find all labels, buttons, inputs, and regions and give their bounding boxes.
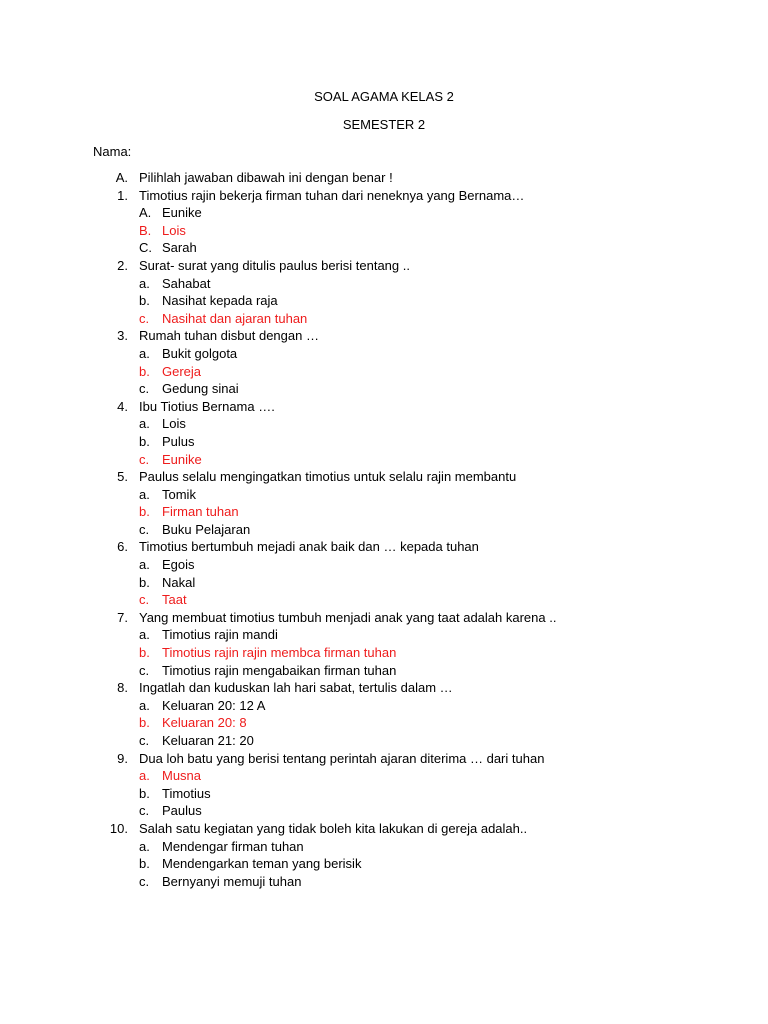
answer-option	[0, 802, 768, 820]
answer-option	[0, 697, 768, 715]
option-text: Eunike	[162, 451, 202, 467]
answer-option	[0, 345, 768, 363]
option-marker: c.	[139, 381, 150, 397]
option-marker: b.	[139, 574, 150, 590]
option-marker: c.	[139, 521, 150, 537]
question-10	[0, 820, 768, 838]
answer-option	[0, 732, 768, 750]
option-marker: c.	[139, 733, 150, 748]
option-marker: c.	[139, 451, 150, 467]
option-text: Nasihat dan ajaran tuhan	[162, 310, 308, 326]
section-instruction: Pilihlah jawaban dibawah ini dengan benar !	[139, 170, 393, 185]
option-marker: b.	[139, 433, 150, 449]
option-marker: a.	[139, 838, 150, 854]
option-text: Bukit golgota	[162, 345, 238, 361]
option-text: Timotius rajin rajin membca firman tuhan	[162, 645, 397, 661]
answer-option	[0, 521, 768, 539]
option-marker: C.	[139, 240, 152, 256]
option-text: Bernyanyi memuji tuhan	[162, 873, 302, 889]
option-text: Gedung sinai	[162, 381, 239, 397]
question-text: Surat- surat yang ditulis paulus berisi tentang ..	[139, 257, 410, 273]
option-marker: b.	[139, 293, 150, 309]
question-8	[0, 679, 768, 697]
answer-option-correct	[0, 451, 768, 469]
semester-heading: SEMESTER 2	[342, 117, 426, 132]
section-marker: A.	[115, 170, 128, 185]
option-marker: c.	[139, 310, 150, 326]
answer-option-correct	[0, 310, 768, 328]
question-text: Paulus selalu mengingatkan timotius untuk selalu rajin membantu	[139, 469, 517, 485]
option-text: Taat	[162, 592, 187, 608]
question-text: Timotius rajin bekerja firman tuhan dari neneknya yang Bernama…	[139, 187, 525, 203]
question-3	[0, 327, 768, 345]
answer-option	[0, 626, 768, 644]
option-marker: c.	[139, 662, 150, 678]
option-marker: b.	[139, 856, 150, 872]
option-marker: a.	[139, 275, 150, 291]
answer-option	[0, 292, 768, 310]
option-text: Pulus	[162, 433, 195, 449]
answer-option	[0, 785, 768, 803]
answer-option	[0, 662, 768, 680]
option-text: Lois	[162, 222, 186, 238]
question-number: 2.	[117, 257, 128, 273]
question-list	[0, 169, 768, 890]
question-7	[0, 609, 768, 627]
answer-option	[0, 574, 768, 592]
answer-option-correct	[0, 363, 768, 381]
option-text: Tomik	[162, 486, 196, 502]
question-number: 6.	[117, 539, 128, 555]
question-text: Ingatlah dan kuduskan lah hari sabat, tertulis dalam …	[139, 680, 453, 696]
option-text: Keluaran 21: 20	[162, 733, 254, 748]
option-marker: a.	[139, 697, 150, 713]
question-number: 9.	[117, 750, 128, 766]
option-marker: A.	[139, 205, 152, 221]
option-text: Mendengarkan teman yang berisik	[162, 856, 362, 872]
answer-option-correct	[0, 503, 768, 521]
option-marker: b.	[139, 715, 150, 731]
answer-option	[0, 855, 768, 873]
option-marker: a.	[139, 627, 150, 643]
option-marker: B.	[139, 222, 152, 238]
answer-option	[0, 204, 768, 222]
option-text: Firman tuhan	[162, 504, 239, 520]
option-text: Eunike	[162, 205, 202, 221]
answer-option	[0, 838, 768, 856]
option-text: Timotius rajin mengabaikan firman tuhan	[162, 662, 397, 678]
option-marker: c.	[139, 873, 150, 889]
option-text: Timotius	[162, 785, 211, 801]
option-text: Lois	[162, 416, 186, 432]
option-marker: a.	[139, 416, 150, 432]
answer-option	[0, 486, 768, 504]
document-title: SOAL AGAMA KELAS 2	[314, 89, 454, 104]
question-number: 7.	[117, 609, 128, 625]
option-text: Egois	[162, 557, 195, 573]
option-marker: a.	[139, 557, 150, 573]
option-text: Nasihat kepada raja	[162, 293, 278, 309]
question-text: Salah satu kegiatan yang tidak boleh kita lakukan di gereja adalah..	[139, 820, 528, 836]
option-text: Gereja	[162, 363, 202, 379]
option-marker: a.	[139, 345, 150, 361]
answer-option-correct	[0, 644, 768, 662]
option-marker: b.	[139, 363, 150, 379]
question-1	[0, 187, 768, 205]
option-text: Musna	[162, 768, 202, 784]
answer-option	[0, 380, 768, 398]
section-heading	[0, 169, 768, 187]
answer-option	[0, 433, 768, 451]
option-marker: b.	[139, 645, 150, 661]
question-6	[0, 538, 768, 556]
question-text: Rumah tuhan disbut dengan …	[139, 328, 319, 344]
question-9	[0, 750, 768, 768]
option-text: Keluaran 20: 12 A	[162, 697, 266, 713]
answer-option-correct	[0, 591, 768, 609]
option-marker: b.	[139, 785, 150, 801]
option-marker: a.	[139, 486, 150, 502]
option-text: Sahabat	[162, 275, 211, 291]
answer-option	[0, 275, 768, 293]
option-text: Buku Pelajaran	[162, 521, 251, 537]
question-text: Timotius bertumbuh mejadi anak baik dan … kepada tuhan	[139, 539, 479, 555]
question-number: 3.	[117, 328, 128, 344]
question-text: Ibu Tiotius Bernama ….	[139, 398, 275, 414]
answer-option-correct	[0, 714, 768, 732]
option-text: Paulus	[162, 803, 202, 819]
question-number: 1.	[117, 187, 128, 203]
question-text: Dua loh batu yang berisi tentang perintah ajaran diterima … dari tuhan	[139, 750, 545, 766]
option-marker: c.	[139, 592, 150, 608]
answer-option-correct	[0, 767, 768, 785]
option-text: Mendengar firman tuhan	[162, 838, 304, 854]
option-marker: a.	[139, 768, 150, 784]
answer-option	[0, 415, 768, 433]
answer-option-correct	[0, 222, 768, 240]
answer-option	[0, 873, 768, 891]
question-text: Yang membuat timotius tumbuh menjadi anak yang taat adalah karena ..	[139, 609, 557, 625]
option-text: Keluaran 20: 8	[162, 715, 247, 731]
option-text: Sarah	[162, 240, 197, 256]
question-2	[0, 257, 768, 275]
answer-option	[0, 556, 768, 574]
option-marker: c.	[139, 803, 150, 819]
question-4	[0, 398, 768, 416]
question-number: 8.	[117, 680, 128, 696]
question-number: 4.	[117, 398, 128, 414]
name-label: Nama:	[93, 144, 132, 159]
option-text: Nakal	[162, 574, 196, 590]
answer-option	[0, 239, 768, 257]
question-5	[0, 468, 768, 486]
question-number: 10.	[109, 820, 128, 836]
question-number: 5.	[117, 469, 128, 485]
option-marker: b.	[139, 504, 150, 520]
option-text: Timotius rajin mandi	[162, 627, 278, 643]
questions-container	[0, 187, 768, 891]
